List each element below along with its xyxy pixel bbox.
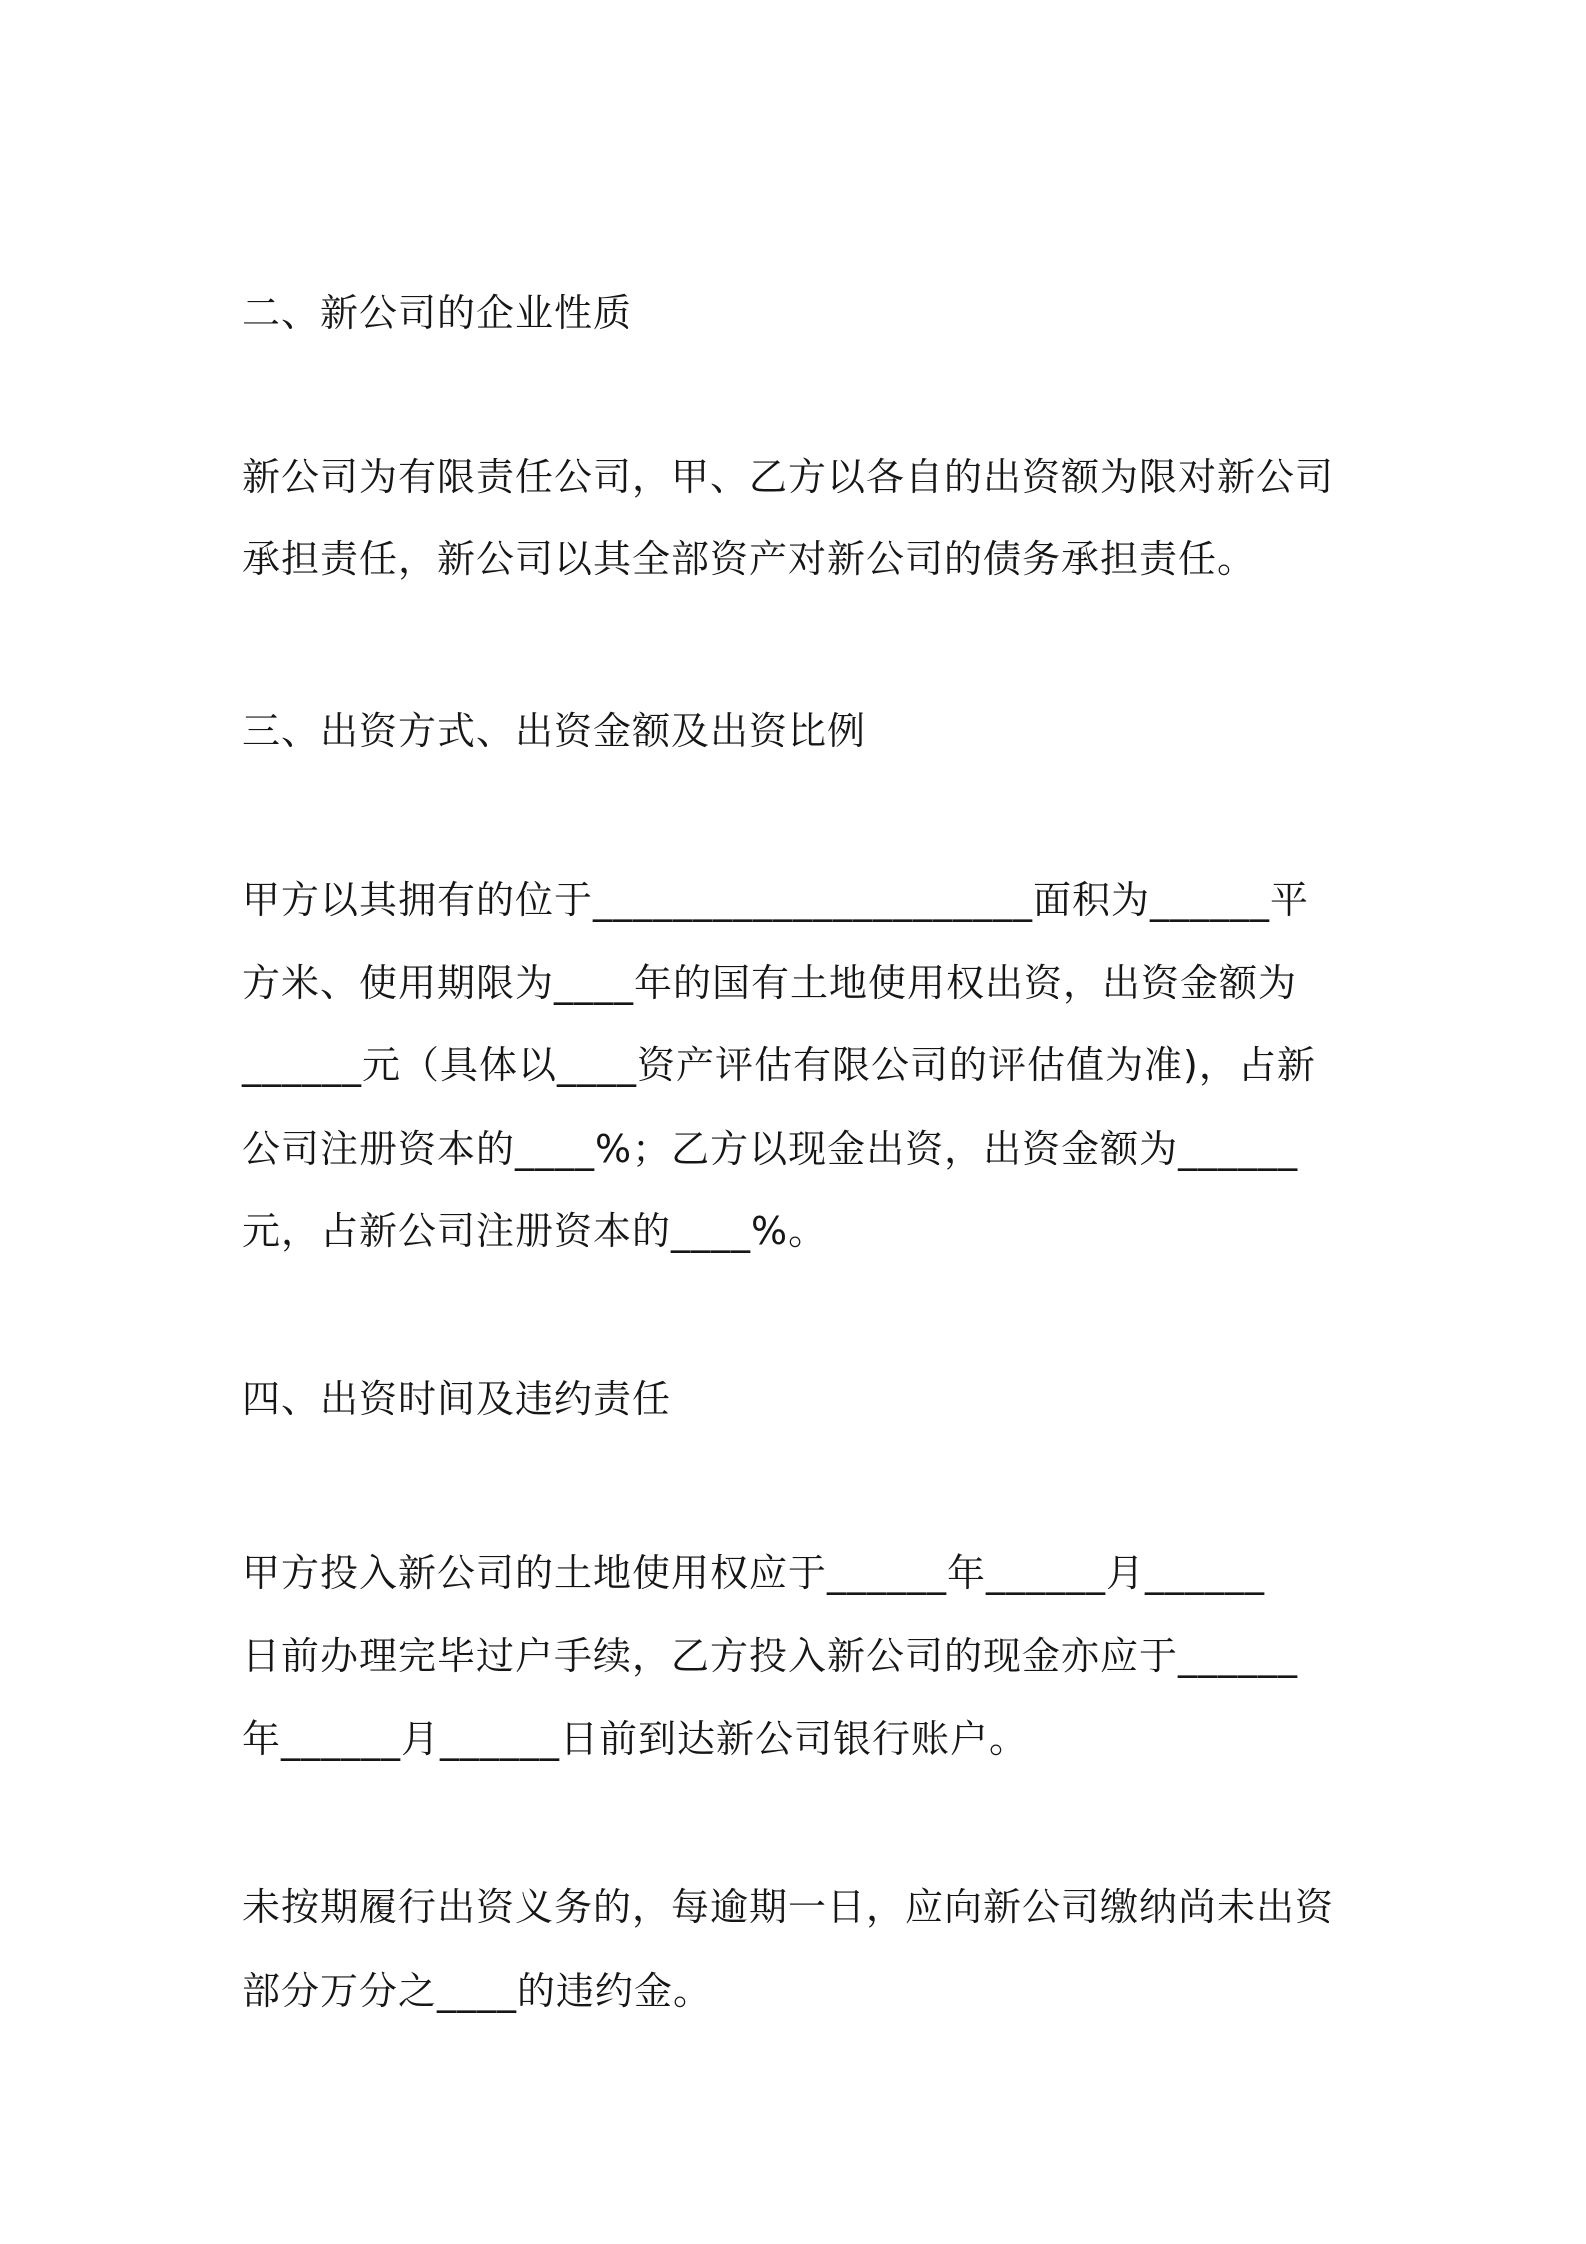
section-heading-2: 二、新公司的企业性质 — [242, 291, 633, 335]
section-4-para-2-line-1: 未按期履行出资义务的，每逾期一日，应向新公司缴纳尚未出资 — [242, 1885, 1335, 1929]
section-4-para-2-line-2: 部分万分之____的违约金。 — [242, 1969, 713, 2013]
section-4-para-1-line-2: 日前办理完毕过户手续，乙方投入新公司的现金亦应于______ — [242, 1634, 1299, 1678]
section-3-para-1-line-2: 方米、使用期限为____年的国有土地使用权出资，出资金额为 — [242, 961, 1298, 1005]
section-2-para-1-line-2: 承担责任，新公司以其全部资产对新公司的债务承担责任。 — [242, 537, 1257, 581]
section-3-para-1-line-1: 甲方以其拥有的位于______________________面积为______平 — [242, 878, 1310, 922]
section-3-para-1-line-3: ______元（具体以____资产评估有限公司的评估值为准)，占新 — [242, 1043, 1316, 1087]
section-4-para-1-line-1: 甲方投入新公司的土地使用权应于______年______月______ — [242, 1551, 1266, 1595]
section-heading-3: 三、出资方式、出资金额及出资比例 — [242, 709, 867, 753]
section-2-para-1-line-1: 新公司为有限责任公司，甲、乙方以各自的出资额为限对新公司 — [242, 455, 1335, 499]
section-4-para-1-line-3: 年______月______日前到达新公司银行账户。 — [242, 1717, 1029, 1761]
section-heading-4: 四、出资时间及违约责任 — [242, 1377, 672, 1421]
section-3-para-1-line-4: 公司注册资本的____%；乙方以现金出资，出资金额为______ — [242, 1127, 1299, 1171]
section-3-para-1-line-5: 元，占新公司注册资本的____%。 — [242, 1209, 828, 1253]
